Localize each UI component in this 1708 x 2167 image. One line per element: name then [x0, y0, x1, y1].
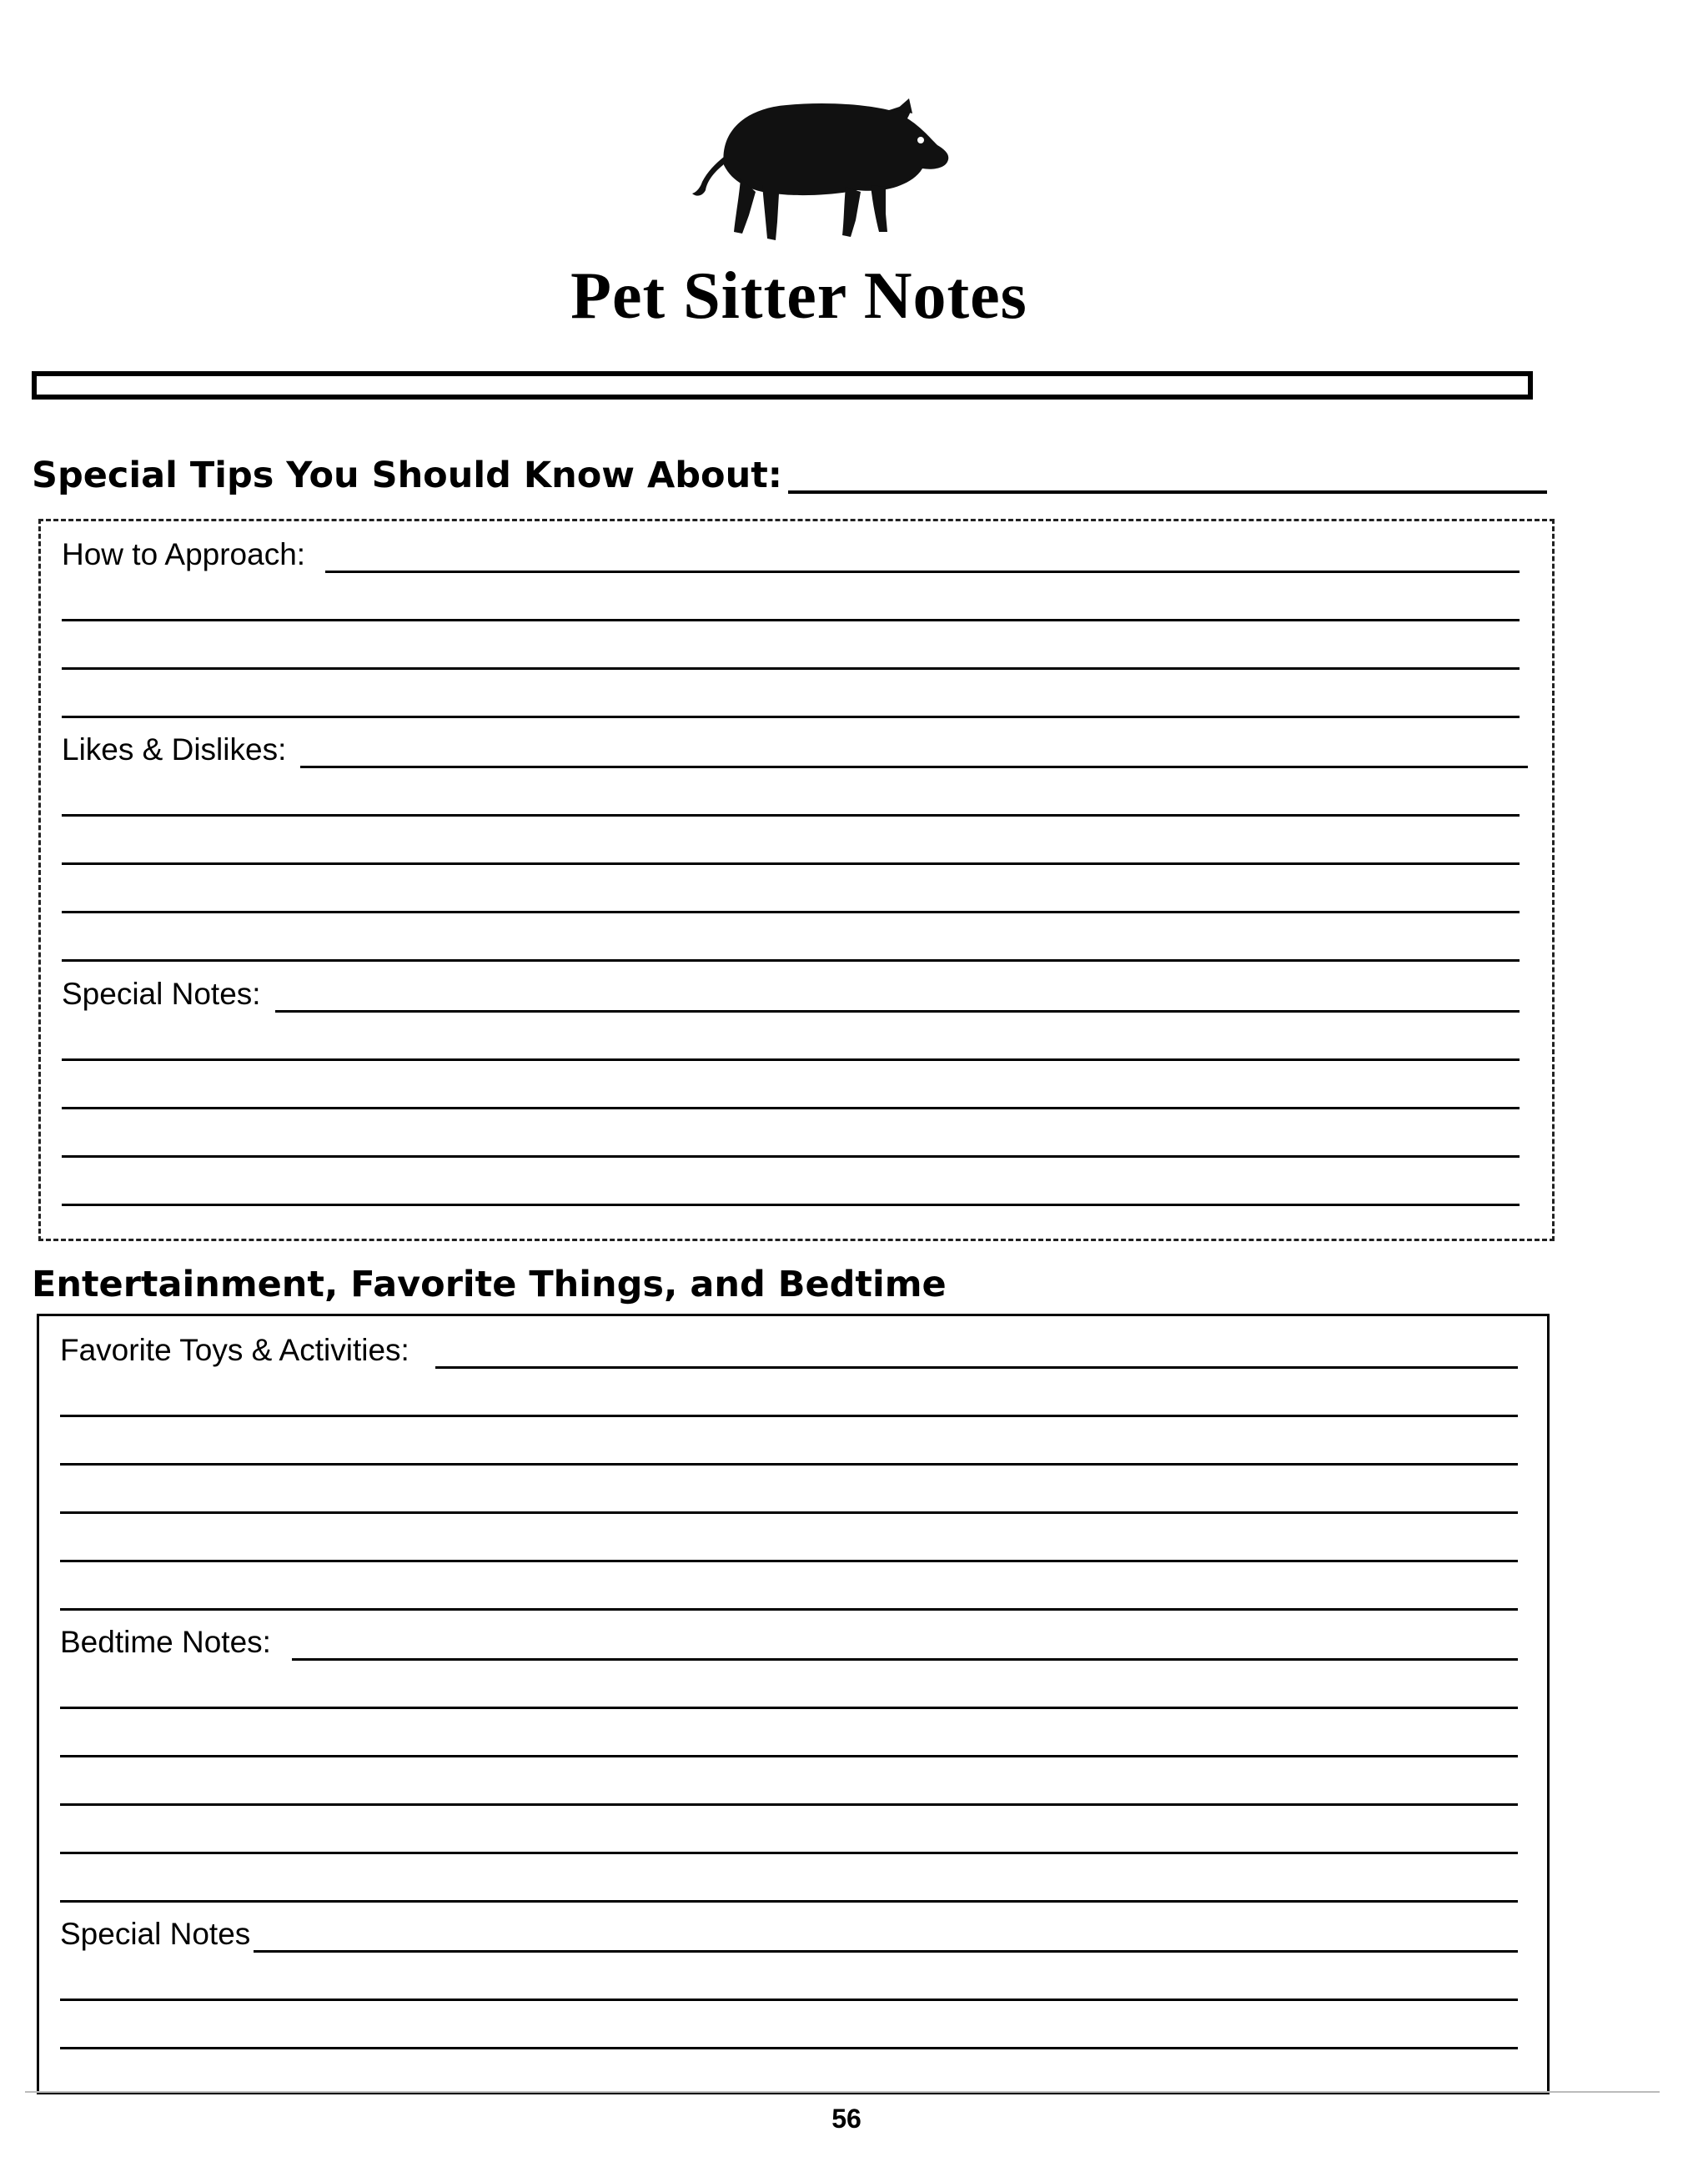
- favorite-toys-line[interactable]: [60, 1463, 1518, 1466]
- pig-icon: [682, 98, 957, 249]
- special-notes-line[interactable]: [60, 1999, 1518, 2001]
- bedtime-notes-label: Bedtime Notes:: [60, 1624, 276, 1661]
- special-notes-label: Special Notes: [60, 1916, 255, 1953]
- entertainment-heading: Entertainment, Favorite Things, and Bedtime: [32, 1264, 947, 1305]
- how-to-approach-line[interactable]: [62, 716, 1520, 718]
- special-notes-line[interactable]: [62, 1058, 1520, 1061]
- likes-dislikes-line[interactable]: [62, 911, 1520, 913]
- favorite-toys-line[interactable]: [60, 1511, 1518, 1514]
- special-notes-line[interactable]: [254, 1950, 1518, 1953]
- likes-dislikes-line[interactable]: [300, 766, 1528, 768]
- special-notes-line[interactable]: [60, 2047, 1518, 2049]
- bedtime-notes-line[interactable]: [60, 1900, 1518, 1903]
- how-to-approach-label: How to Approach:: [62, 536, 310, 573]
- pet-name-field[interactable]: [32, 371, 1533, 400]
- likes-dislikes-line[interactable]: [62, 862, 1520, 865]
- how-to-approach-line[interactable]: [62, 619, 1520, 621]
- favorite-toys-line[interactable]: [60, 1560, 1518, 1562]
- bedtime-notes-line[interactable]: [60, 1707, 1518, 1709]
- likes-dislikes-label: Likes & Dislikes:: [62, 732, 291, 768]
- page-number: 56: [831, 2104, 862, 2134]
- likes-dislikes-line[interactable]: [62, 959, 1520, 962]
- entertainment-box: [37, 1314, 1550, 2094]
- special-notes-label: Special Notes:: [62, 976, 266, 1013]
- page-title: Pet Sitter Notes: [570, 259, 1027, 333]
- special-notes-line[interactable]: [62, 1107, 1520, 1109]
- how-to-approach-line[interactable]: [325, 571, 1520, 573]
- bedtime-notes-line[interactable]: [60, 1803, 1518, 1806]
- bedtime-notes-line[interactable]: [292, 1658, 1518, 1661]
- special-tips-write-line[interactable]: [788, 490, 1547, 494]
- special-tips-box: [38, 519, 1555, 1241]
- likes-dislikes-line[interactable]: [62, 814, 1520, 817]
- special-notes-line[interactable]: [62, 1155, 1520, 1158]
- special-notes-line[interactable]: [62, 1204, 1520, 1206]
- favorite-toys-label: Favorite Toys & Activities:: [60, 1332, 414, 1369]
- footer-divider: [25, 2091, 1660, 2093]
- favorite-toys-line[interactable]: [60, 1415, 1518, 1417]
- special-tips-heading: Special Tips You Should Know About:: [32, 455, 782, 496]
- favorite-toys-line[interactable]: [60, 1608, 1518, 1611]
- how-to-approach-line[interactable]: [62, 667, 1520, 670]
- favorite-toys-line[interactable]: [435, 1366, 1518, 1369]
- bedtime-notes-line[interactable]: [60, 1852, 1518, 1854]
- bedtime-notes-line[interactable]: [60, 1755, 1518, 1757]
- special-notes-line[interactable]: [275, 1010, 1520, 1013]
